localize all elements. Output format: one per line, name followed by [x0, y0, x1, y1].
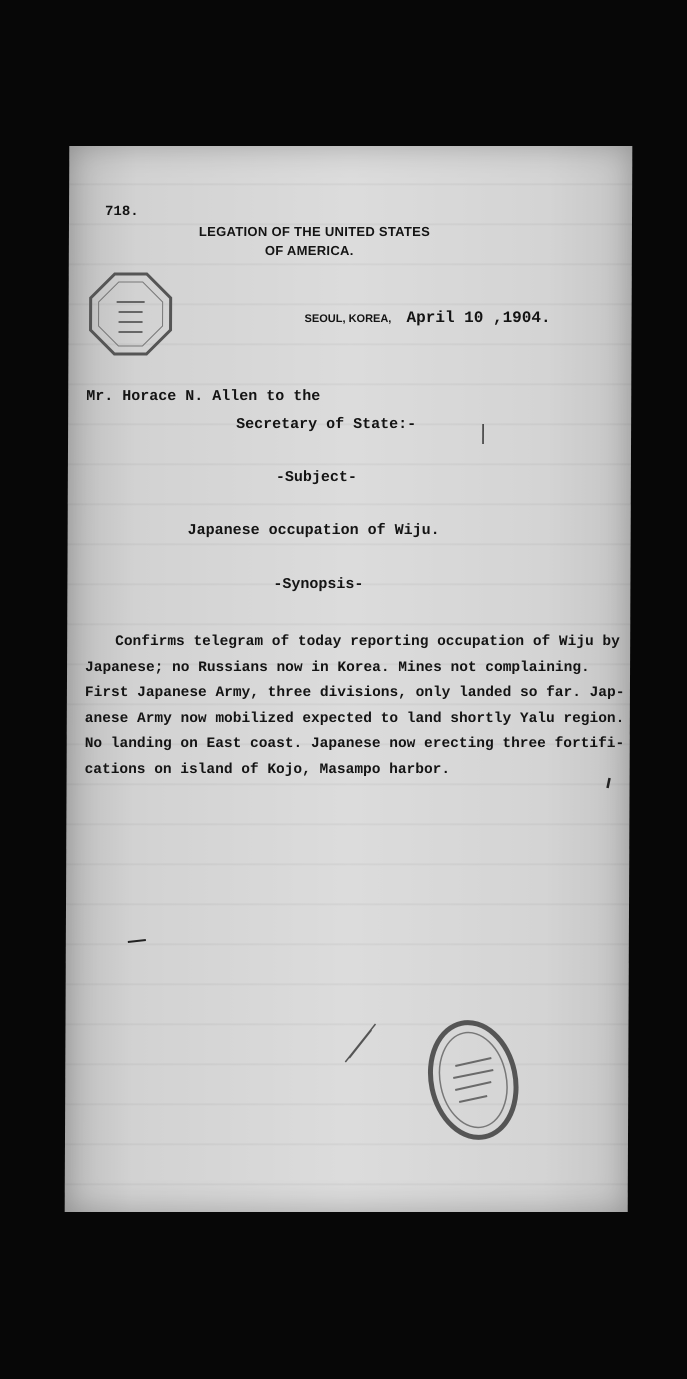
- ink-mark: [126, 936, 150, 946]
- synopsis-line: Japanese; no Russians now in Korea. Mines not complaining.: [85, 659, 590, 676]
- ink-mark: [605, 776, 613, 790]
- synopsis-body: [84, 630, 625, 783]
- date-line: April 10 ,1904.: [406, 309, 551, 327]
- pencil-mark: [341, 1018, 381, 1066]
- letterhead-line-2: OF AMERICA.: [264, 243, 354, 258]
- salutation-line-2: Secretary of State:-: [236, 416, 417, 433]
- synopsis-heading: -Synopsis-: [273, 576, 364, 593]
- index-stamp: [425, 1018, 522, 1142]
- document-number: 718.: [105, 204, 139, 220]
- received-stamp: [88, 272, 172, 356]
- synopsis-line: First Japanese Army, three divisions, only landed so far. Jap-: [84, 685, 625, 701]
- letterhead-line-1: LEGATION OF THE UNITED STATES: [198, 224, 431, 239]
- synopsis-line: anese Army now mobilized expected to land shortly Yalu region.: [84, 710, 625, 727]
- salutation-line-1: Mr. Horace N. Allen to the: [86, 388, 321, 405]
- subject-text: Japanese occupation of Wiju.: [187, 522, 440, 539]
- document-page: [65, 146, 633, 1212]
- synopsis-line: No landing on East coast. Japanese now erecting three fortifi-: [84, 736, 625, 752]
- synopsis-line: cations on island of Kojo, Masampo harbor.: [84, 761, 451, 778]
- place-line: SEOUL, KOREA,: [304, 313, 392, 325]
- synopsis-line: Confirms telegram of today reporting occupation of Wiju by: [115, 634, 620, 650]
- ink-mark: [478, 422, 488, 446]
- subject-heading: -Subject-: [275, 469, 357, 486]
